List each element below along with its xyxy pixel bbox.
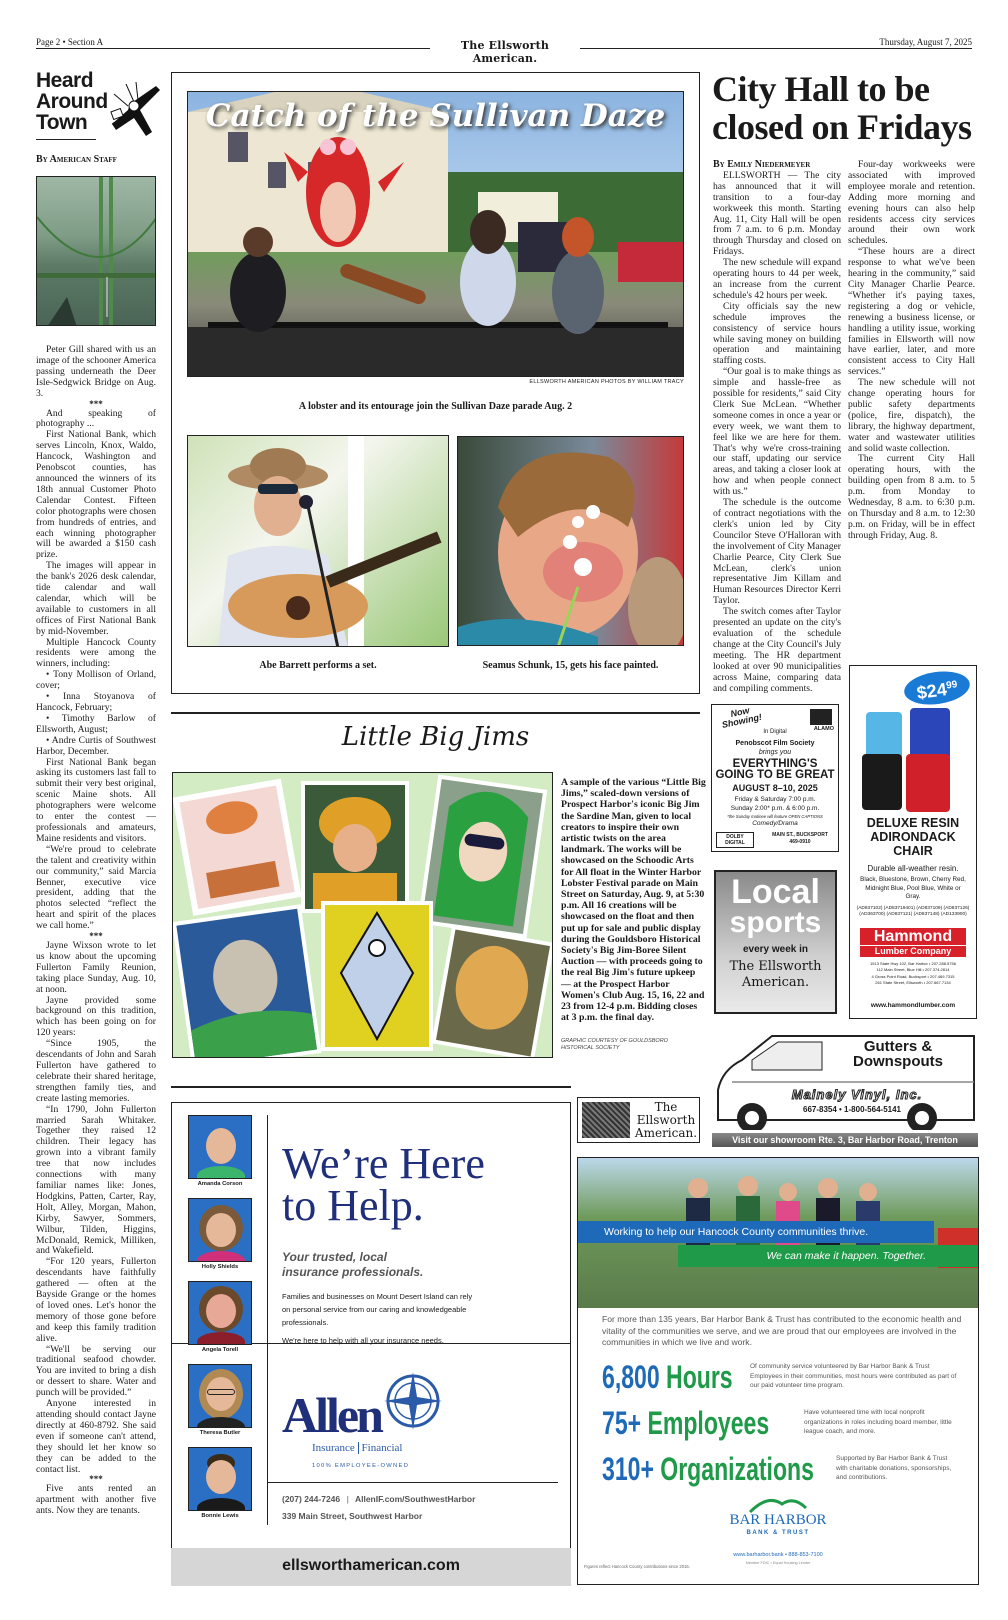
product-name: DELUXE RESIN ADIRONDACK CHAIR: [866, 816, 960, 858]
local-label: Local: [731, 873, 820, 911]
stat-organizations-desc: Supported by Bar Harbor Bank & Trust with charitable donations, sponsorships, and contributions.: [836, 1455, 952, 1481]
staff-photo: [188, 1115, 252, 1179]
bank-trust-logo: BANK & TRUST: [746, 1530, 810, 1536]
bar-harbor-logo: BAR HARBOR: [729, 1512, 827, 1528]
allen-logo: Allen: [282, 1387, 381, 1443]
product-colors: Black, Bluestone, Brown, Cherry Red, Midnight Blue, Pool Blue, White or Gray.: [860, 876, 966, 900]
hammond-website-link[interactable]: www.hammondlumber.com: [870, 1002, 956, 1009]
staff-member: Bonnie Lewis: [188, 1447, 252, 1519]
allen-logo-sub: Insurance Financial: [312, 1442, 403, 1454]
allen-body-text: Families and businesses on Mount Desert Island can rely on personal service from our caring and knowledgeable professionals.: [282, 1292, 473, 1327]
column-title: Heard Around Town: [36, 69, 108, 134]
film-dates: AUGUST 8–10, 2025: [732, 783, 818, 793]
banner-green: We can make it happen. Together.: [678, 1245, 978, 1267]
bar-harbor-bank-ad[interactable]: [577, 1157, 979, 1585]
now-showing-label: Now Showing!: [720, 705, 763, 731]
film-title: EVERYTHING'S GOING TO BE GREAT: [715, 758, 835, 781]
musician-caption: Abe Barrett performs a set.: [259, 660, 377, 671]
allen-subhead: Your trusted, local insurance professionals.: [282, 1250, 424, 1279]
hammond-lumber-ad[interactable]: [849, 665, 977, 1019]
showtimes-weekday: Friday & Saturday 7:00 p.m.: [734, 796, 816, 803]
staff-photo: [188, 1364, 252, 1428]
bank-intro: For more than 135 years, Bar Harbor Bank & Trust has contributed to the economic health and vitality of the communities we serve, and we are proud that our employees are involved in the communities in which we live and work.: [602, 1314, 962, 1347]
hat-story-body: Peter Gill shared with us an image of the schooner America passing underneath the Deer Isle-Sedgwick Bridge on Aug. 3. *** And speaking of photography ... First National Bank, which serves Lincoln, Knox, Waldo, Hancock, Washington and Penobscot counties, has announced the winners of its 18th annual Customer Photo Calendar Contest. Fifteen color photographs were chosen from hundreds of entries, and each winning photographer will be awarded a $150 cash prize. The images will appear in the bank's 2026 desk calendar, tide calendar and wall calendar, which will be available to customers in all offices of First National Bank by mid-November. Multiple Hancock County residents were among the winners, including: • Tony Mollison of Orland, cover; • Inna Stoyanova of Hancock, February; • Timothy Barlow of Ellsworth, August; • Andre Curtis of Southwest Harbor, December. First National Bank began asking its customers last fall to submit their very best original, scenic Maine shots. All photographers were welcome to enter the contest — professionals and amateurs, Maine residents and visitors. “We're proud to celebrate the talent and creativity within our community,” said Marcia Benner, executive vice president, adding that the photos selected “reflect the heart and spirit of the places we call home.” *** Jayne Wixson wrote to let us know about the upcoming Fullerton Family Reunion, taking place Sunday, Aug. 10, at noon. Jayne provided some background on this tradition, which has been going on for 120 years: “Since 1905, the descendants of John and Sarah Fullerton have gathered to celebrate their shared heritage, strengthen family ties, and create lasting memories. “In 1790, John Fullerton married Sarah Whitaker. Together they raised 12 children. Their legacy has grown into a vibrant family tree that now includes connections with many familiar names like: Jones, Hodgkins, Patten, Carter, Ray, Holt, Alley, Morgan, Mahon, Kirby, Sawyer, Sommers, Wilbur, Tilden, Higgins, McDonald, Remick, Milliken, and Wakefield. “For 120 years, Fullerton descendants have faithfully gathered — often at the Bayside Grange or the homes of loved ones. Let's honor the memory of those gone before and keep this family tradition alive. “We'll be serving our traditional seafood chowder. You are invited to bring a dish or dessert to share. Water and punch will be provided.” Anyone interested in attending should contact Jayne directly at 460-8792. She said even if someone can't attend, they should let her know so they can be added to the contact list. *** Five ants rented an apartment with another five ants. Now they are tenants.: [36, 344, 156, 1517]
staff-photo: [188, 1198, 252, 1262]
allen-contact-rule: [268, 1482, 558, 1483]
ellsworth-american-logo[interactable]: [577, 1097, 700, 1143]
product-skus: (AD837102) (AD83719401) (AD837109) (AD837126) (AD363700) (AD837121) (AD837148) (AD133900): [856, 906, 970, 917]
stat-employees: 75+ Employees: [602, 1405, 770, 1441]
mainely-vinyl-ad[interactable]: [712, 1030, 978, 1148]
staff-member: Amanda Corson: [188, 1115, 252, 1187]
price-badge: $\$24^{99}$: [902, 668, 972, 709]
feature-title: Catch of the Sullivan Daze: [205, 98, 666, 134]
alamo-theater-name: ALAMO: [813, 726, 834, 732]
face-paint-caption: Seamus Schunk, 15, gets his face painted.: [482, 660, 659, 671]
staff-member: Holly Shields: [188, 1198, 252, 1270]
paper-name-1: The Ellsworth: [729, 959, 822, 974]
little-big-jims-credit: GRAPHIC COURTESY OF GOULDSBORO HISTORICAL SOCIETY: [561, 1038, 668, 1051]
lumber-company-logo: Lumber Company: [860, 946, 966, 957]
musician-photo: [187, 435, 449, 647]
theater-phone: 469-0910: [789, 839, 811, 845]
face-paint-scene: [458, 437, 684, 646]
bank-contact[interactable]: www.barharbor.bank • 888-853-7100: [733, 1552, 823, 1558]
theater-address: MAIN ST., BUCKSPORT: [772, 832, 828, 838]
banner-blue: Working to help our Hancock County communities thrive.: [578, 1221, 934, 1243]
stat-employees-desc: Have volunteered time with local nonprofit organizations in roles including board member, little league coach, and more.: [804, 1409, 952, 1435]
bridge-photo: [36, 176, 156, 326]
allen-contact-line: (207) 244-7246 | AllenIF.com/SouthwestHarbor: [282, 1494, 476, 1504]
website-banner[interactable]: ellsworthamerican.com: [171, 1548, 571, 1586]
caption-note: *the Sunday matinee will feature OPEN CAPTIONS: [727, 814, 823, 819]
column-byline: By American Staff: [36, 154, 117, 165]
musician-scene: [188, 436, 449, 647]
staff-member: Angela Torell: [188, 1281, 252, 1353]
parade-photo: [187, 91, 684, 377]
alamo-building-icon: [810, 709, 832, 725]
allen-address: 339 Main Street, Southwest Harbor: [282, 1511, 423, 1521]
title-rule: [36, 139, 96, 140]
page-label: Page 2 • Section A: [36, 37, 104, 47]
little-big-jims-collage: [172, 772, 553, 1058]
allen-phone[interactable]: (207) 244-7246: [282, 1494, 341, 1504]
city-hall-col-1: By Emily Niedermeyer ELLSWORTH — The city has announced that it will transition to a four-day workweek this month. Starting Aug. 11, City Hall will be open from 7 a.m. to 6 p.m. Monday through Thursday and closed on Fridays. The new schedule will expand operating hours to 44 per week, an increase from the current schedule's 42 hours per week. City officials say the new schedule improves the consistency of service hours while saving money on building operation and maintaining staffing costs. “Our goal is to make things as simple and hassle-free as possible for residents,” said City Clerk Sue McLean. “Whether someone comes in once a year or every week, we want them to feel like we are here for them. That's why we're cross-training our staff, updating our service areas, and taking a closer look at how and when people connect with us.” The schedule is the outcome of contract negotiations with the clerk's union led by City Councilor Steve O'Halloran with the involvement of City Manager Charlie Pearce, City Clerk Sue McLean, clerk's union representative Jim Killam and Human Resources Director Kerri Taylor. The switch comes after Taylor presented an update on the city's evaluation of the schedule change at the City Council's July meeting. The HR department looked at over 90 municipalities across Maine, comparing data and compiling comments.: [713, 159, 841, 694]
staff-photo: [188, 1281, 252, 1345]
allen-divider: [267, 1115, 268, 1525]
sports-label: sports: [729, 906, 822, 939]
adirondack-chairs-image: [860, 706, 968, 812]
showtimes-sunday: Sunday 2:00* p.m. & 6:00 p.m.: [730, 805, 820, 812]
brings-you: brings you: [758, 749, 792, 756]
compass-rose-icon: [384, 1372, 442, 1430]
photo-credit: ELLSWORTH AMERICAN PHOTOS BY WILLIAM TRACY: [529, 379, 684, 385]
stats-footnote: Figures reflect Hancock County contributions since 2016.: [584, 1564, 690, 1569]
issue-date: Thursday, August 7, 2025: [879, 37, 972, 47]
store-locations: 1513 State Hwy 102, Bar Harbor • 207.288.5756 112 Main Street, Blue Hill • 207.374.2814 4 Gross Point Road, Bucksport • 207.469.7315 261 State Street, Ellsworth • 207.667.7134: [870, 961, 956, 985]
allen-website-link[interactable]: AllenIF.com/SouthwestHarbor: [354, 1494, 476, 1504]
stat-hours-desc: Of community service volunteered by Bar Harbor Bank & Trust Employees in their communities, most hours were contributed as part of our paid volunteer time program.: [750, 1363, 957, 1389]
parade-caption: A lobster and its entourage join the Sullivan Daze parade Aug. 2: [298, 401, 573, 412]
little-big-jims-title: Little Big Jims: [341, 722, 530, 752]
staff-member: Theresa Butler: [188, 1364, 252, 1436]
tree-engraving-icon: [582, 1102, 630, 1138]
stat-organizations: 310+ Organizations: [602, 1451, 814, 1487]
allen-staff-list: [188, 1115, 252, 1519]
dolby-logo: DOLBY DIGITAL: [716, 832, 754, 848]
product-tagline: Durable all-weather resin.: [867, 864, 959, 873]
staff-photo: [188, 1447, 252, 1511]
town-crier-icon: [106, 80, 162, 138]
mainely-vinyl-logo: Mainely Vinyl, Inc.: [791, 1087, 923, 1102]
stat-hours: 6,800 Hours: [602, 1359, 733, 1395]
mainely-vinyl-phones: 667-8354 • 1-800-564-5141: [803, 1105, 901, 1114]
collage-art: [173, 773, 553, 1058]
film-genre: Comedy/Drama: [752, 820, 798, 827]
masthead-title: The Ellsworth American.: [430, 39, 580, 65]
parade-scene: [188, 92, 684, 377]
presenter: Penobscot Film Society: [735, 740, 815, 747]
city-hall-headline: City Hall to be closed on Fridays: [712, 69, 972, 147]
gutters-headline: Gutters & Downspouts: [853, 1038, 943, 1070]
face-paint-photo: [457, 436, 684, 646]
local-sports-ad[interactable]: [714, 870, 837, 1014]
bridge-illustration: [37, 177, 156, 326]
column-hat: [36, 70, 162, 165]
paper-name-2: American.: [741, 975, 810, 990]
showroom-banner: Visit our showroom Rte. 3, Bar Harbor Road, Trenton: [712, 1133, 978, 1147]
little-big-jims-caption: A sample of the various “Little Big Jims,” scaled-down versions of Prospect Harbor's iconic Big Jim the Sardine Man, given to local creators to inspire their own artistic twists on the area landmark. The works will be showcased on the Schoodic Arts for All float in the Winter Harbor Lobster Festival parade on Main Street on Saturday, Aug. 9, at 5:30 p.m. All 16 creations will be showcased on the float and then put up for sale and public display during the Gouldsboro Historical Society's Big Jim-Boree Silent Auction — with proceeds going to the real Big Jim's future upkeep — at the Prospect Harbor Women's Club Aug. 15, 16, 22 and 23 from 12-4 p.m. Bidding closes at 3 p.m. the final day.: [561, 777, 706, 1024]
hammond-logo: Hammond: [860, 928, 966, 945]
logo-text: The Ellsworth American.: [634, 1100, 698, 1140]
city-hall-byline: By Emily Niedermeyer: [713, 159, 811, 170]
bar-harbor-mountain-icon: [748, 1494, 808, 1514]
allen-headline: We’re Here to Help.: [282, 1139, 485, 1230]
alamo-theater-ad[interactable]: [711, 704, 839, 852]
city-hall-col-2: Four-day workweeks were associated with improved employee morale and retention. Adding more morning and evening hours can also help residents access city services around their own work schedules. “These hours are a direct response to what we've been hearing in the community,” said City Manager Charlie Pearce. “Whether it's paying taxes, registering a dog or vehicle, renewing a business license, or handling a utility issue, working families in Ellsworth will now have earlier, later, and more consistent access to City Hall services.” The new schedule will not change operating hours for public safety departments (police, fire, dispatch), the library, the highway department, water and wastewater utilities and solid waste collection. The current City Hall operating hours, with the building open from 8 a.m. to 5 p.m. from Monday to Wednesday, 8 a.m. to 6:30 p.m. on Thursday and 8 a.m. to 12:30 p.m. on Friday, will be in effect through Friday, Aug. 8.: [848, 159, 975, 541]
fdic-notice: Member FDIC • Equal Housing Lender: [745, 1561, 811, 1565]
allen-top-rule: [171, 1086, 571, 1088]
section-rule: [171, 712, 700, 714]
allen-body-text-2: We're here to help with all your insurance needs.: [282, 1336, 444, 1345]
employee-owned-tag: 100% EMPLOYEE-OWNED: [312, 1463, 410, 1469]
in-digital-label: In Digital: [763, 729, 787, 735]
every-week-label: every week in: [742, 944, 809, 955]
